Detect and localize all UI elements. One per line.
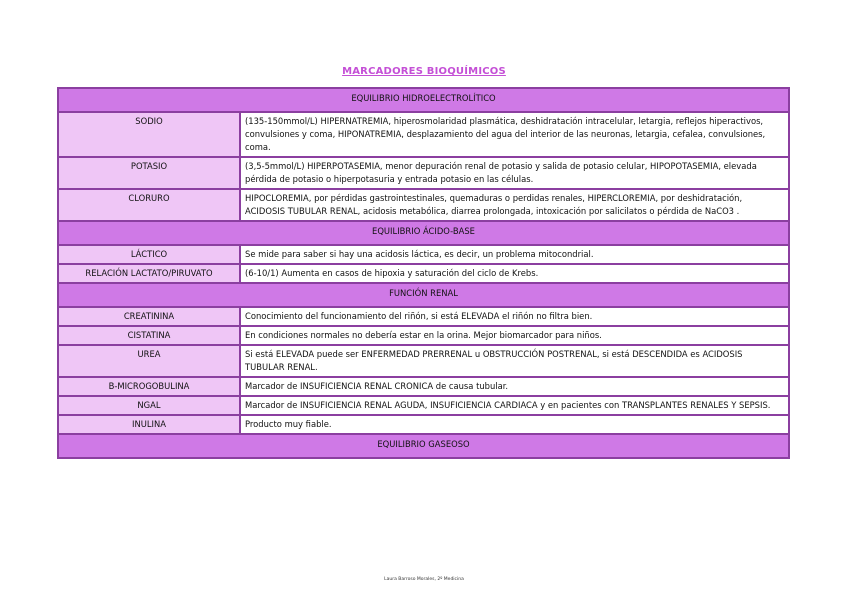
marker-name: UREA xyxy=(58,345,240,377)
table-row xyxy=(58,345,789,377)
marker-name: LÁCTICO xyxy=(58,245,240,264)
marker-description: (3,5-5mmol/L) HIPERPOTASEMIA, menor depuración renal de potasio y salida de potasio celular, HIPOPOTASEMIA, elevada pérdida de potasio o hiperpotasuria y entrada potasio en las células. xyxy=(240,157,789,189)
marker-name: RELACIÓN LACTATO/PIRUVATO xyxy=(58,264,240,283)
section-header: EQUILIBRIO GASEOSO xyxy=(58,434,789,458)
marker-description: En condiciones normales no debería estar en la orina. Mejor biomarcador para niños. xyxy=(240,326,789,345)
markers-table-body xyxy=(58,88,789,458)
section-header-row xyxy=(58,221,789,245)
marker-description: (135-150mmol/L) HIPERNATREMIA, hiperosmolaridad plasmática, deshidratación intracelular, letargia, reflejos hiperactivos, convulsiones y coma, HIPONATREMIA, desplazamiento del agua del interior de las neuronas, letargia, cefalea, convulsiones, coma. xyxy=(240,112,789,157)
table-row xyxy=(58,245,789,264)
section-header: EQUILIBRIO HIDROELECTROLÍTICO xyxy=(58,88,789,112)
section-header-row xyxy=(58,283,789,307)
marker-description: Marcador de INSUFICIENCIA RENAL CRONICA de causa tubular. xyxy=(240,377,789,396)
marker-name: CISTATINA xyxy=(58,326,240,345)
markers-table xyxy=(57,87,790,459)
section-header: EQUILIBRIO ÁCIDO-BASE xyxy=(58,221,789,245)
document-title: MARCADORES BIOQUÍMICOS xyxy=(342,66,506,77)
marker-name: NGAL xyxy=(58,396,240,415)
marker-description: Conocimiento del funcionamiento del riñón, si está ELEVADA el riñón no filtra bien. xyxy=(240,307,789,326)
marker-description: (6-10/1) Aumenta en casos de hipoxia y saturación del ciclo de Krebs. xyxy=(240,264,789,283)
marker-description: HIPOCLOREMIA, por pérdidas gastrointestinales, quemaduras o perdidas renales, HIPERCLOREMIA, por deshidratación, ACIDOSIS TUBULAR RENAL, acidosis metabólica, diarrea prolongada, intoxicación por salicilatos o pérdida de NaCO3 . xyxy=(240,189,789,221)
marker-name: CREATININA xyxy=(58,307,240,326)
marker-description: Producto muy fiable. xyxy=(240,415,789,434)
table-row xyxy=(58,189,789,221)
table-row xyxy=(58,377,789,396)
section-header-row xyxy=(58,88,789,112)
marker-description: Marcador de INSUFICIENCIA RENAL AGUDA, INSUFICIENCIA CARDIACA y en pacientes con TRANSPLANTES RENALES Y SEPSIS. xyxy=(240,396,789,415)
marker-description: Se mide para saber si hay una acidosis láctica, es decir, un problema mitocondrial. xyxy=(240,245,789,264)
marker-name: SODIO xyxy=(58,112,240,157)
table-row xyxy=(58,112,789,157)
marker-name: INULINA xyxy=(58,415,240,434)
page-footer: Laura Barroso Morales, 2º Medicina xyxy=(384,577,464,582)
section-header-row xyxy=(58,434,789,458)
section-header: FUNCIÓN RENAL xyxy=(58,283,789,307)
marker-description: Si está ELEVADA puede ser ENFERMEDAD PRERRENAL u OBSTRUCCIÓN POSTRENAL, si está DESCENDIDA es ACIDOSIS TUBULAR RENAL. xyxy=(240,345,789,377)
table-row xyxy=(58,326,789,345)
table-row xyxy=(58,396,789,415)
marker-name: POTASIO xyxy=(58,157,240,189)
table-row xyxy=(58,307,789,326)
marker-name: CLORURO xyxy=(58,189,240,221)
marker-name: B-MICROGOBULINA xyxy=(58,377,240,396)
table-row xyxy=(58,157,789,189)
table-row xyxy=(58,415,789,434)
table-row xyxy=(58,264,789,283)
